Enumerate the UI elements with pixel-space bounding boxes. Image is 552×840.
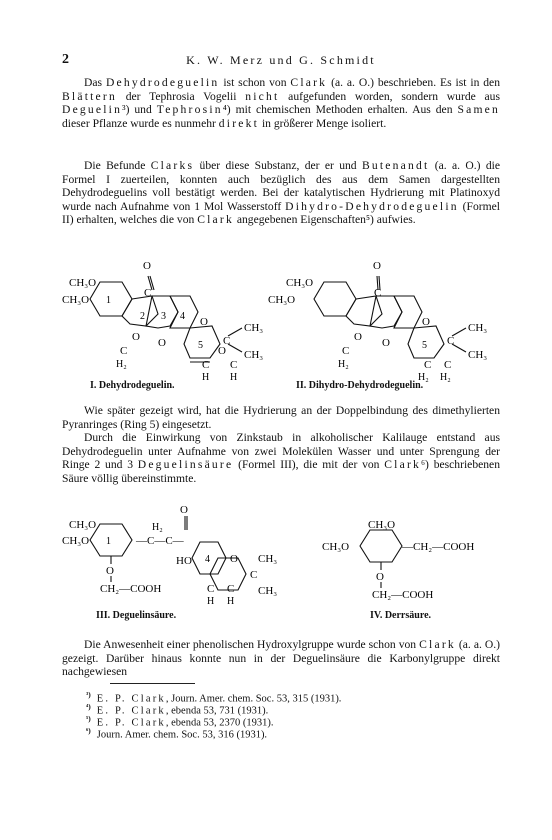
spaced-emphasis: Clark [197,213,234,226]
fig1-ring-o: O [200,316,208,328]
fig3-ring-4: 4 [205,554,210,565]
fig3-h2: H₂ [152,522,163,533]
fig3-o-b: O [230,553,238,565]
fig4-methoxy-2: CH₃O [322,541,350,553]
text-run: (Formel II) erhalten, welches die von [62,199,501,226]
fig1-h-1: H [202,372,210,383]
footnote-author: E. P. Clark [96,705,166,717]
fig3-dimethyl-c: C [250,569,258,581]
fig3-methoxy-2: CH₃O [62,535,90,547]
fig4-ch2-cooh: CH₂—COOH [372,589,434,601]
figure-derrsaeure [322,514,512,621]
text-run: aufgefunden worden, sondern wurde aus [279,89,500,103]
fig1-ring-2: 2 [140,311,145,322]
fig1-h2: H₂ [116,359,127,370]
fig3-hydroxyl: HO [176,555,192,567]
fig1-methoxy-1: CH₃O [69,277,97,289]
fig3-ch2-cooh: CH₂—COOH [100,583,162,595]
spaced-emphasis: Dehydrodeguelin [105,76,220,89]
fig1-ring-3: 3 [161,311,166,322]
fig1-o-c: O [218,345,226,357]
footnote-author: E. P. Clark [96,717,166,729]
text-run: Die Befunde [84,159,151,172]
paragraph-1 [62,76,500,130]
paragraph-3 [62,404,500,431]
fig3-o-a: O [106,565,114,577]
spaced-emphasis: Deguelinsäure [137,458,234,471]
fig2-carbonyl-o: O [373,260,381,272]
fig1-methyl-1: CH₃ [244,322,264,334]
spaced-emphasis: Blättern [62,89,117,103]
text-run: ist schon von [219,76,291,89]
spaced-emphasis: Samen [457,103,501,116]
paragraph-2 [62,159,500,227]
fig1-c2: C [230,359,238,371]
text-run: ⁶) beschriebenen Säure völlig übereinstimmte. [62,458,500,485]
fig4-caption: IV. Derrsäure. [370,610,432,621]
fig1-methoxy-2: CH₃O [62,294,90,306]
fig3-caption: III. Deguelinsäure. [96,610,177,621]
fig2-methoxy-2: CH₃O [268,294,296,306]
fig1-dimethyl-c: C [223,335,231,347]
fig2-o-c: O [422,316,430,328]
fig2-methyl-2: CH₃ [468,349,488,361]
text-run: Das [84,76,106,89]
fig1-c1: C [202,359,210,371]
text-run: Die Anwesenheit einer phenolischen Hydroxylgruppe wurde schon von [84,638,420,651]
footnote-mark: ⁴) [86,702,91,711]
fig3-h-2: H [227,596,235,607]
fig3-chain: —C—C— [136,535,184,547]
spaced-emphasis: Clark [290,76,328,89]
text-run: (Formel III), die mit der von [233,458,385,471]
spaced-emphasis: direkt [218,116,260,130]
fig3-h-1: H [207,596,215,607]
text-run: über diese Substanz, der er und [194,159,362,172]
footnote-text: , ebenda 53, 2370 (1931). [165,717,274,729]
fig2-caption: II. Dihydro-Dehydrodeguelin. [296,380,424,391]
footnote-text: , Journ. Amer. chem. Soc. 53, 315 (1931). [165,693,342,705]
fig2-ch2-c: C [342,345,350,357]
spaced-emphasis: Deguelin [62,103,123,116]
spaced-emphasis: Clarks [150,159,195,172]
fig3-methyl-2: CH₃ [258,585,278,597]
fig2-h2: H₂ [338,359,349,370]
page-header [62,52,500,70]
text-run: Durch die Einwirkung von Zinkstaub in alkoholischer Kalilauge entstand aus Dehydrodeguelin unter Aufnahme von zwei Molekülen Wasser und unter Sprengung der Ringe 2 und 3 [62,431,500,471]
text-run: ³) und [122,103,157,116]
spaced-emphasis: Butenandt [361,159,430,172]
fig1-ring-1: 1 [106,295,111,306]
footnote-rule [110,683,195,684]
fig2-methyl-1: CH₃ [468,322,488,334]
fig4-side-chain: —CH₂—COOH [402,541,475,553]
fig1-ring-5: 5 [198,340,203,351]
footnote-author: E. P. Clark [96,693,166,705]
fig3-methyl-1: CH₃ [258,553,278,565]
footnote-mark: ³) [86,690,91,699]
fig1-carbonyl-c: C [144,287,152,299]
footnote-6 [86,725,267,742]
footnote-text: , ebenda 53, 731 (1931). [165,705,269,717]
fig2-ring-5: 5 [422,340,427,351]
spaced-emphasis: Dihydro-Dehydrodeguelin [285,199,459,213]
fig2-dimethyl-c: C [447,335,455,347]
fig1-o-b: O [158,337,166,349]
text-run: dieser Pflanze wurde es nunmehr [62,116,219,130]
text-run: Wie später gezeigt wird, hat die Hydrierung an der Doppelbindung des dimethylierten Pyranringes (Ring 5) eingesetzt. [62,404,500,431]
fig1-carbonyl-o: O [143,260,151,272]
fig3-c2: C [227,583,235,595]
running-head: K. W. Merz und G. Schmidt [186,53,376,67]
figure-deguelinsaeure [60,502,300,621]
text-run: (a. a. O.) beschrieben. Es ist in den [327,76,500,89]
text-run: ⁴) mit chemischen Methoden erhalten. Aus den [222,103,458,116]
text-run: in größerer Menge isoliert. [259,116,387,130]
text-run: angegebenen Eigenschaften⁵) aufwies. [233,213,416,226]
text-run: (a. a. O.) die Formel I zuerteilen, konnten auch bezüglich des aus dem Samen dargestellten Dehydrodeguelins voll bestätigt werden. Bei der katalytischen Hydrierung mit Platinoxyd wurde nach Aufnahme von 1 Mol Wasserstoff [62,159,500,213]
fig4-o-a: O [376,571,384,583]
footnote-mark: ⁶) [86,726,91,735]
fig2-c1: C [424,359,432,371]
spaced-emphasis: Clark [384,458,422,471]
fig2-h2a: H₂ [418,372,429,383]
fig2-h2b: H₂ [440,372,451,383]
fig3-c1: C [207,583,215,595]
text-run: (a. a. O.) gezeigt. Darüber hinaus konnte nun in der Deguelinsäure die Karbonylgruppe direkt nachgewiesen [62,638,501,678]
footnote-mark: ⁵) [86,714,91,723]
fig1-h-2: H [230,372,238,383]
spaced-emphasis: nicht [245,89,280,103]
footnote-text: Journ. Amer. chem. Soc. 53, 316 (1931). [96,729,268,741]
fig1-ring-4: 4 [180,311,185,322]
spaced-emphasis: Tephrosin [156,103,223,116]
fig2-o-b: O [382,337,390,349]
fig3-methoxy-1: CH₃O [69,519,97,531]
page-number: 2 [62,52,69,67]
fig1-ch2-c: C [120,345,128,357]
spaced-emphasis: Clark [419,638,456,651]
fig3-ring-1: 1 [106,536,111,547]
text-run: der Tephrosia Vogelii [116,89,246,103]
fig3-carbonyl-o: O [180,504,188,516]
fig2-o-a: O [354,331,362,343]
fig1-caption: I. Dehydrodeguelin. [90,380,175,391]
fig2-carbonyl-c: C [374,287,382,299]
fig2-methoxy-1: CH₃O [286,277,314,289]
fig1-o-a: O [132,331,140,343]
paragraph-4 [62,431,500,485]
fig4-methoxy-1: CH₃O [368,519,396,531]
figure-dihydro-dehydrodeguelin [268,258,514,391]
fig1-methyl-2: CH₃ [244,349,264,361]
figure-dehydrodeguelin [60,258,300,391]
fig2-c2: C [444,359,452,371]
paragraph-5 [62,638,500,679]
